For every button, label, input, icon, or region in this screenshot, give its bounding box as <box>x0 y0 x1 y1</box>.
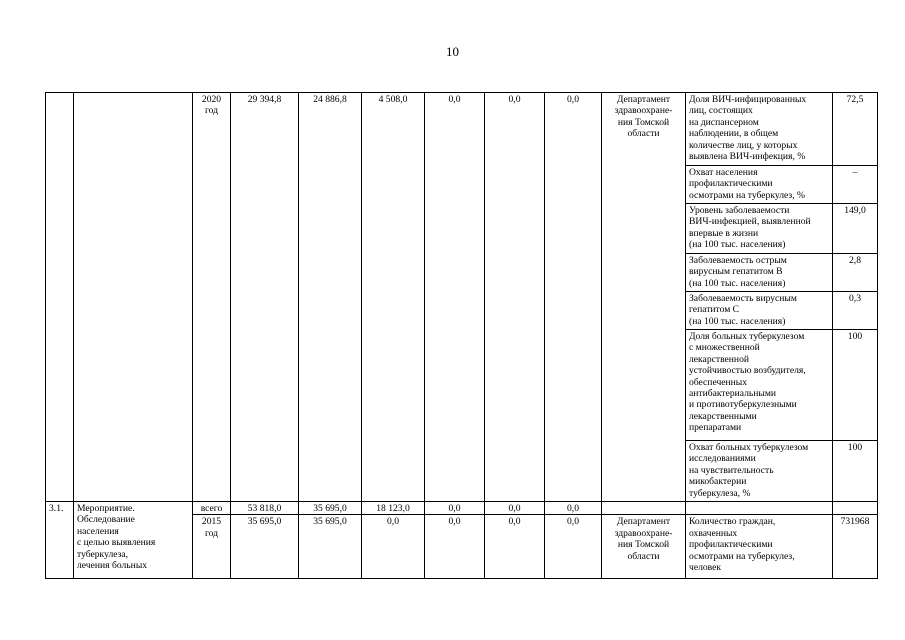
indicator-name: Заболеваемость острым вирусным гепатитом В (на 100 тыс. населения) <box>686 254 833 292</box>
extra-budget-cell: 0,0 <box>485 502 545 515</box>
extra-budget-cell: 0,0 <box>485 93 545 502</box>
other-sources-cell: 0,0 <box>545 515 602 579</box>
number-cell: 3.1. <box>46 502 74 579</box>
indicator-name: Доля ВИЧ-инфицированных лиц, состоящих на диспансерном наблюдении, в общем количестве лиц, у которых выявлена ВИЧ-инфекция, % <box>686 93 833 166</box>
indicator-value: 2,8 <box>833 254 878 292</box>
federal-budget-cell: 35 695,0 <box>299 502 362 515</box>
indicator-name: Заболеваемость вирусным гепатитом С (на 100 тыс. населения) <box>686 292 833 330</box>
indicator-value: 72,5 <box>833 93 878 166</box>
period-cell: 2015 год <box>193 515 231 579</box>
indicator-value: 731968 <box>833 515 878 579</box>
federal-budget-cell: 35 695,0 <box>299 515 362 579</box>
indicator-name: Охват больных туберкулезом исследованиями на чувствительность микобактерии туберкулеза, % <box>686 441 833 502</box>
program-table <box>45 92 878 579</box>
indicator-name: Количество граждан, охваченных профилактическими осмотрами на туберкулез, человек <box>686 515 833 579</box>
period-cell: 2020 год <box>193 93 231 502</box>
other-sources-cell: 0,0 <box>545 502 602 515</box>
executor-cell <box>602 502 686 515</box>
local-budget-cell: 0,0 <box>425 515 485 579</box>
indicator-name: Охват населения профилактическими осмотрами на туберкулез, % <box>686 166 833 204</box>
indicator-value <box>833 502 878 515</box>
indicator-value: – <box>833 166 878 204</box>
name-cell: Мероприятие. Обследование населения с целью выявления туберкулеза, лечения больных <box>74 502 193 579</box>
period-cell: всего <box>193 502 231 515</box>
indicator-name: Уровень заболеваемости ВИЧ-инфекцией, выявленной впервые в жизни (на 100 тыс. населения) <box>686 204 833 254</box>
indicator-name: Доля больных туберкулезом с множественной лекарственной устойчивостью возбудителя, обеспеченных антибактериальными и противотуберкулезными лекарственными препаратами <box>686 330 833 441</box>
total-cell: 35 695,0 <box>231 515 299 579</box>
extra-budget-cell: 0,0 <box>485 515 545 579</box>
other-sources-cell: 0,0 <box>545 93 602 502</box>
regional-budget-cell: 18 123,0 <box>362 502 425 515</box>
federal-budget-cell: 24 886,8 <box>299 93 362 502</box>
indicator-name <box>686 502 833 515</box>
number-cell <box>46 93 74 502</box>
indicator-value: 149,0 <box>833 204 878 254</box>
indicator-value: 0,3 <box>833 292 878 330</box>
local-budget-cell: 0,0 <box>425 502 485 515</box>
name-cell <box>74 93 193 502</box>
indicator-value: 100 <box>833 441 878 502</box>
executor-cell: Департамент здравоохране- ния Томской области <box>602 515 686 579</box>
page-number: 10 <box>446 44 459 59</box>
total-cell: 29 394,8 <box>231 93 299 502</box>
regional-budget-cell: 0,0 <box>362 515 425 579</box>
table-row <box>46 93 878 166</box>
local-budget-cell: 0,0 <box>425 93 485 502</box>
total-cell: 53 818,0 <box>231 502 299 515</box>
executor-cell: Департамент здравоохране- ния Томской области <box>602 93 686 502</box>
regional-budget-cell: 4 508,0 <box>362 93 425 502</box>
table-row <box>46 502 878 515</box>
indicator-value: 100 <box>833 330 878 441</box>
